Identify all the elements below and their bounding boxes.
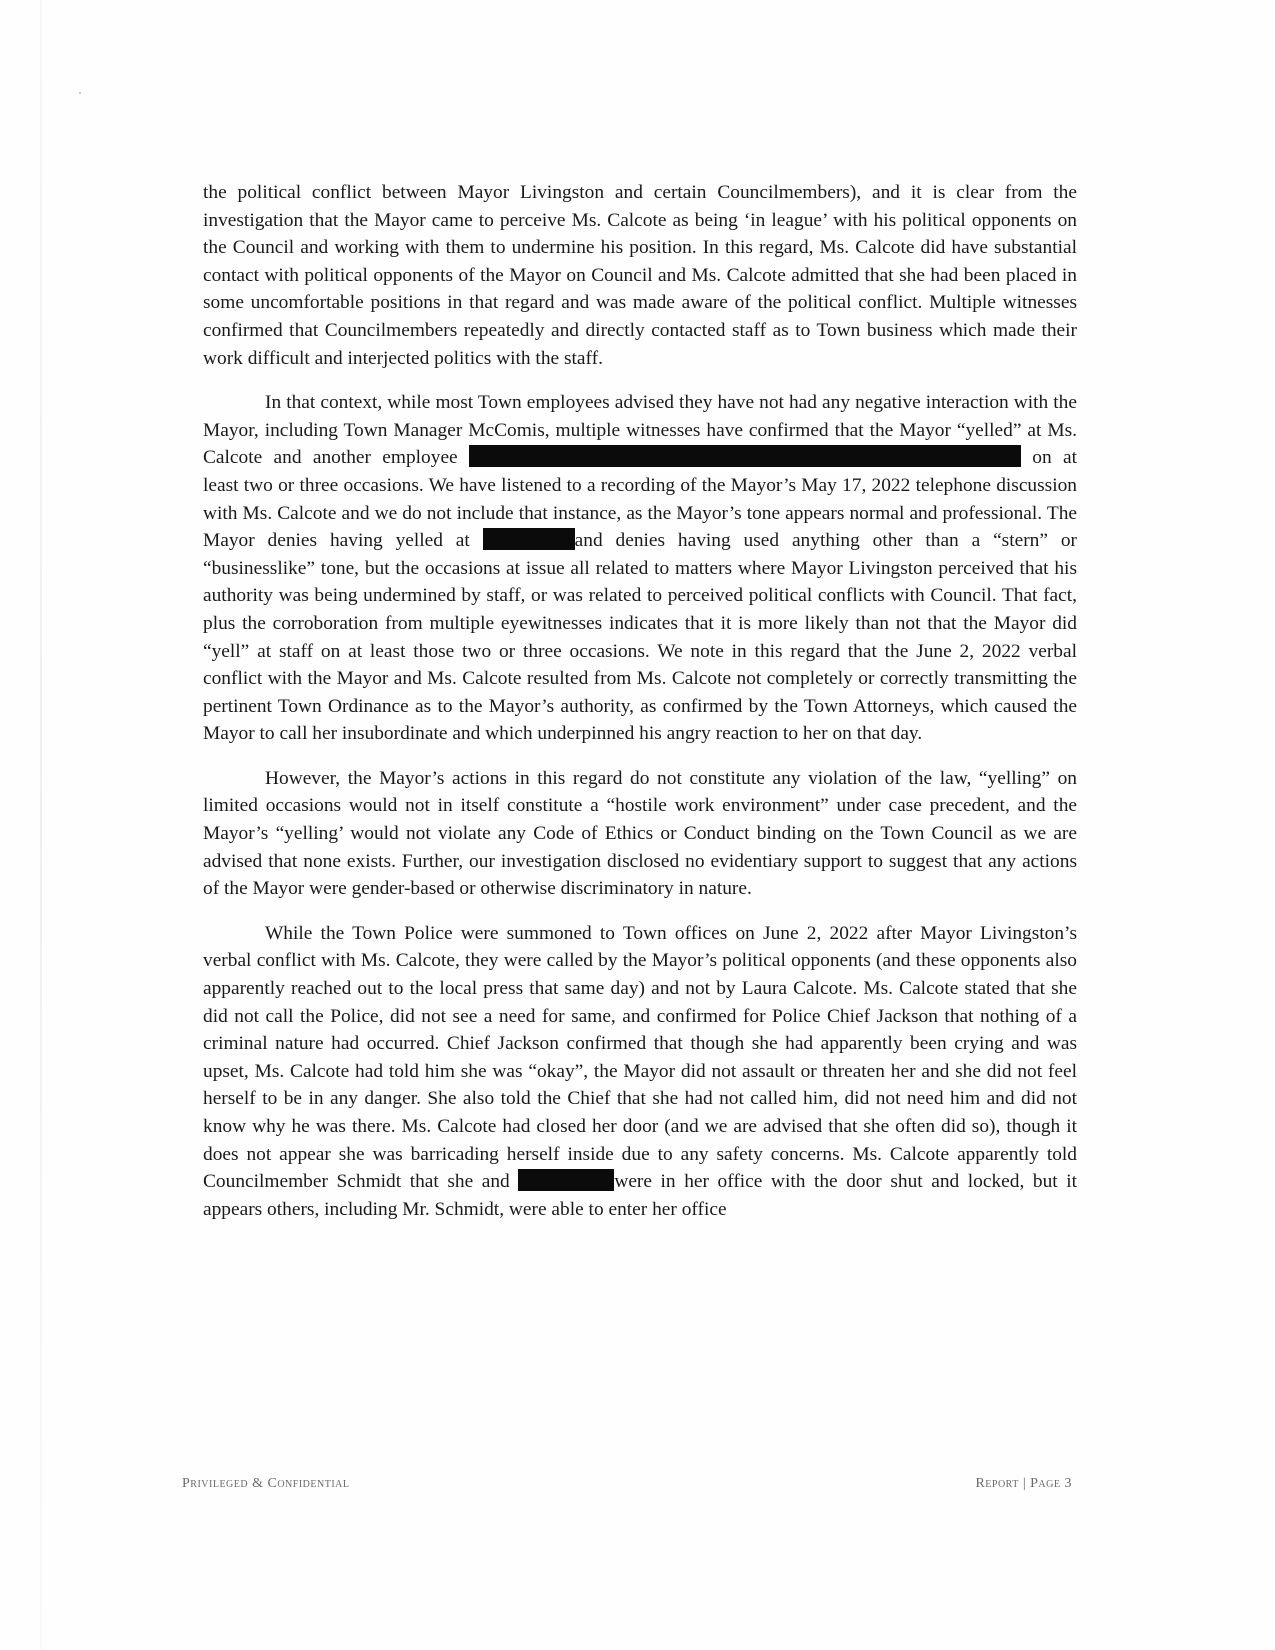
footer-page-number: Report | Page 3 bbox=[975, 1476, 1072, 1491]
redaction-box bbox=[469, 445, 703, 467]
redaction-box bbox=[703, 445, 1021, 467]
paragraph-4-text-a: While the Town Police were summoned to Town offices on June 2, 2022 after Mayor Livingston’s verbal conflict with Ms. Calcote, they were called by the Mayor’s political opponents (and these opponents also apparently reached out to the local press that same day) and not by Laura Calcote. Ms. Calcote stated that she did not call the Police, did not see a need for same, and confirmed for Police Chief Jackson that nothing of a criminal nature had occurred. Chief Jackson confirmed that though she had apparently been crying and was upset, Ms. Calcote had told him she was “okay”, the Mayor did not assault or threaten her and she did not feel herself to be in any danger. She also told the Chief that she had not called him, did not need him and did not know why he was there. Ms. Calcote had closed her door (and we are advised that she often did so), though it does not appear she was barricading herself inside due to any safety concerns. Ms. Calcote apparently told Councilmember Schmidt that she and bbox=[203, 922, 1077, 1193]
paragraph-1-text: the political conflict between Mayor Livingston and certain Councilmembers), and it is clear from the investigation that the Mayor came to perceive Ms. Calcote as being ‘in league’ with his political opponents on the Council and working with them to undermine his position. In this regard, Ms. Calcote did have substantial contact with political opponents of the Mayor on Council and Ms. Calcote admitted that she had been placed in some uncomfortable positions in that regard and was made aware of the political conflict. Multiple witnesses confirmed that Councilmembers repeatedly and directly contacted staff as to Town business which made their work difficult and interjected politics with the staff. bbox=[203, 182, 1077, 369]
scan-edge-shadow bbox=[40, 0, 42, 1650]
paragraph-3-text: However, the Mayor’s actions in this regard do not constitute any violation of the law, “yelling” on limited occasions would not in itself constitute a “hostile work environment” under case precedent, and the Mayor’s “yelling’ would not violate any Code of Ethics or Conduct binding on the Town Council as we are advised that none exists. Further, our investigation disclosed no evidentiary support to suggest that any actions of the Mayor were gender-based or otherwise discriminatory in nature. bbox=[203, 767, 1077, 900]
report-body bbox=[203, 179, 1077, 1240]
paragraph-2-text-b: on at least two or three occasions. We have listened to a recording of the Mayor’s May 17, 2022 telephone discussion with Ms. Calcote and we do not include that instance, as the Mayor’s tone appears normal and professional. The Mayor denies having yelled at bbox=[203, 447, 1077, 552]
paragraph-2-text-a: In that context, while most Town employees advised they have not had any negative interaction with the Mayor, including Town Manager McComis, multiple witnesses have confirmed that the Mayor “yelled” at Ms. Calcote and another employee bbox=[203, 392, 1077, 469]
redaction-box bbox=[518, 1169, 614, 1191]
paragraph-2 bbox=[203, 389, 1077, 748]
paragraph-2-text-c: and denies having used anything other than a “stern” or “businesslike” tone, but the occasions at issue all related to matters where Mayor Livingston perceived that his authority was being undermined by staff, or was related to perceived political conflicts with Council. That fact, plus the corroboration from multiple eyewitnesses indicates that it is more likely than not that the Mayor did “yell” at staff on at least those two or three occasions. We note in this regard that the June 2, 2022 verbal conflict with the Mayor and Ms. Calcote resulted from Ms. Calcote not completely or correctly transmitting the pertinent Town Ordinance as to the Mayor’s authority, as confirmed by the Town Attorneys, which caused the Mayor to call her insubordinate and which underpinned his angry reaction to her on that day. bbox=[203, 530, 1077, 745]
paragraph-4 bbox=[203, 920, 1077, 1224]
footer-confidentiality-notice: Privileged & Confidential bbox=[182, 1476, 350, 1491]
scan-speck bbox=[79, 92, 81, 94]
paragraph-4-text-b: were in her office with the door shut and locked, but it appears others, including Mr. Schmidt, were able to enter her office bbox=[203, 1171, 1077, 1220]
paragraph-3 bbox=[203, 765, 1077, 903]
redaction-box bbox=[483, 528, 575, 550]
paragraph-1 bbox=[203, 179, 1077, 372]
